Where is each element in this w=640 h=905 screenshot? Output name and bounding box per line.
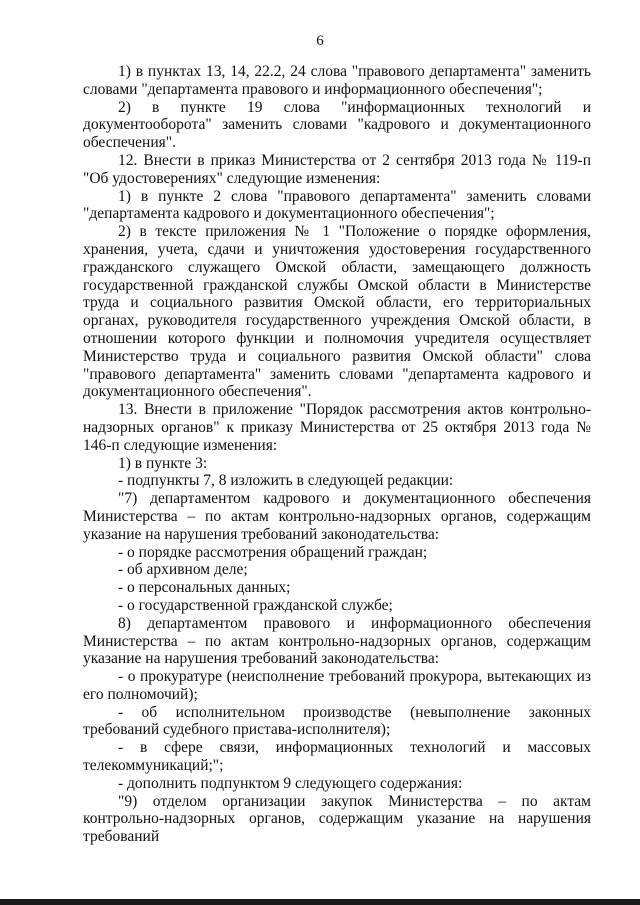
list-item: - об исполнительном производстве (невыполнение законных требований судебного пристава-исполнителя); xyxy=(83,703,591,739)
scan-edge xyxy=(0,899,640,905)
paragraph: 1) в пункте 2 слова "правового департамента" заменить словами "департамента кадрового и документационного обеспечения"; xyxy=(83,187,591,223)
paragraph: - дополнить подпунктом 9 следующего содержания: xyxy=(118,774,463,792)
paragraph: 13. Внести в приложение "Порядок рассмотрения актов контрольно-надзорных органов" к приказу Министерства от 25 октября 2013 года № 146-п следующие изменения: xyxy=(83,401,591,454)
paragraph: - подпункты 7, 8 изложить в следующей редакции: xyxy=(118,472,454,490)
paragraph: 2) в тексте приложения № 1 "Положение о порядке оформления, хранения, учета, сдачи и уничтожения удостоверения государственного гражданского служащего Омской области, замещающего должность государственной гражданской службы Омской области в Министерстве труда и социального развития Омской области, его территориальных органах, руководителя государственного учреждения Омской области, в отношении которого функции и полномочия учредителя осуществляет Министерство труда и социального развития Омской области" слова "правового департамента" заменить словами "департамента кадрового и документационного обеспечения". xyxy=(83,223,591,401)
list-item: - о государственной гражданской службе; xyxy=(118,596,393,614)
paragraph: 1) в пунктах 13, 14, 22.2, 24 слова "правового департамента" заменить словами "департамента правового и информационного обеспечения"; xyxy=(83,63,591,98)
document-body xyxy=(83,63,591,846)
page-number: 6 xyxy=(316,33,324,49)
paragraph: 8) департаментом правового и информационного обеспечения Министерства – по актам контрольно-надзорных органов, содержащим указание на нарушения требований законодательства: xyxy=(83,614,591,668)
list-item: - об архивном деле; xyxy=(118,561,248,579)
paragraph: 2) в пункте 19 слова "информационных технологий и документооборота" заменить словами "кадрового и документационного обеспечения". xyxy=(83,98,591,152)
list-item: - о персональных данных; xyxy=(118,579,291,597)
paragraph: 1) в пункте 3: xyxy=(118,454,208,472)
list-item: - о порядке рассмотрения обращений граждан; xyxy=(118,543,428,561)
list-item: - в сфере связи, информационных технологий и массовых телекоммуникаций;"; xyxy=(83,739,591,775)
paragraph: 12. Внести в приказ Министерства от 2 сентября 2013 года № 119-п "Об удостоверениях" следующие изменения: xyxy=(83,151,591,187)
list-item: - о прокуратуре (неисполнение требований прокурора, вытекающих из его полномочий); xyxy=(83,668,591,703)
paragraph: "9) отделом организации закупок Министерства – по актам контрольно-надзорных органов, содержащим указание на нарушения требований xyxy=(83,792,591,846)
paragraph: "7) департаментом кадрового и документационного обеспечения Министерства – по актам контрольно-надзорных органов, содержащим указание на нарушения требований законодательства: xyxy=(83,490,591,543)
